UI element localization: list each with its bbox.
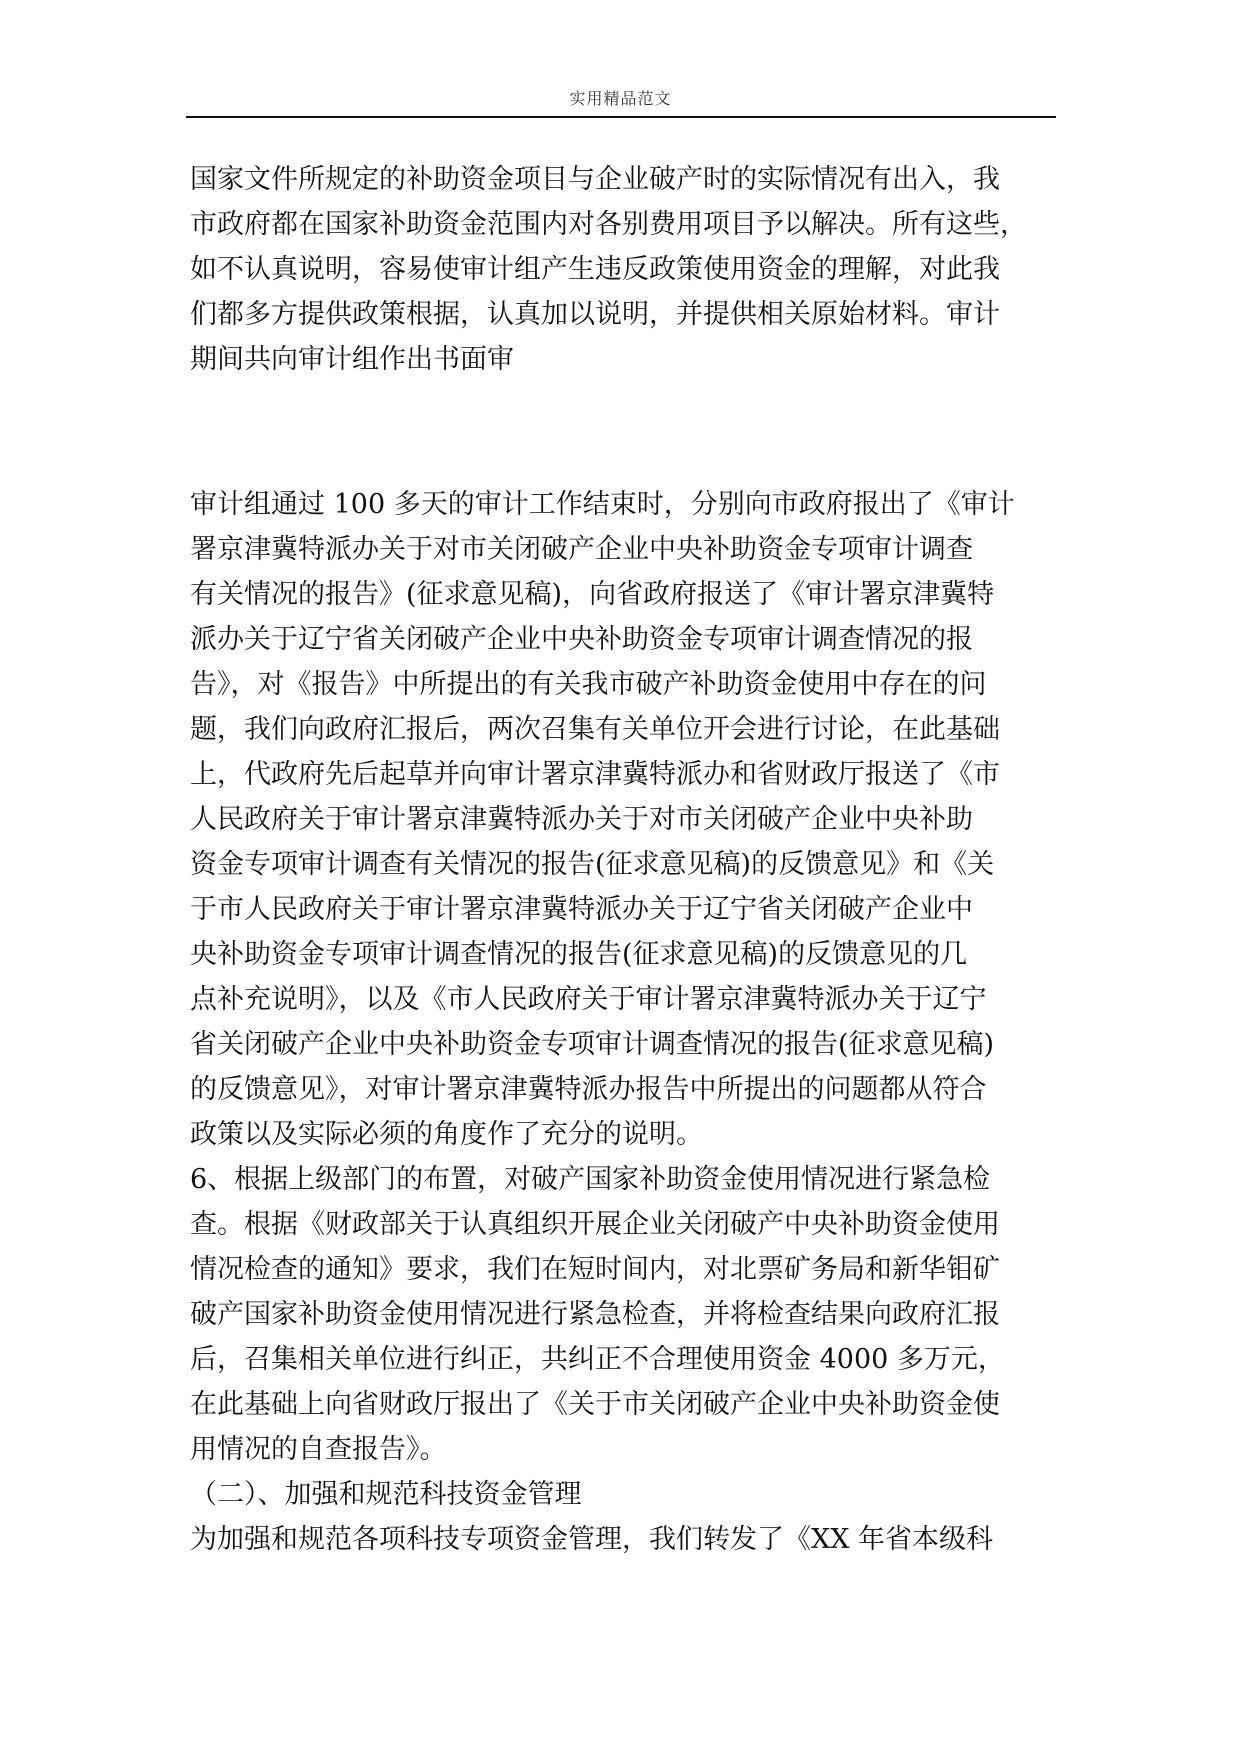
text-line: 题，我们向政府汇报后，两次召集有关单位开会进行讨论，在此基础 bbox=[190, 714, 1000, 745]
header-divider bbox=[186, 116, 1056, 118]
text-line: 如不认真说明，容易使审计组产生违反政策使用资金的理解，对此我 bbox=[190, 254, 1000, 285]
text-line: 审计组通过 100 多天的审计工作结束时，分别向市政府报出了《审计 bbox=[190, 489, 1015, 520]
text-line: 用情况的自查报告》。 bbox=[190, 1434, 447, 1465]
text-line: 在此基础上向省财政厅报出了《关于市关闭破产企业中央补助资金使 bbox=[190, 1389, 1000, 1420]
text-line: 央补助资金专项审计调查情况的报告(征求意见稿)的反馈意见的几 bbox=[190, 939, 968, 970]
section-heading: （二）、加强和规范科技资金管理 bbox=[190, 1479, 582, 1510]
text-line: 于市人民政府关于审计署京津冀特派办关于辽宁省关闭破产企业中 bbox=[190, 894, 973, 925]
text-line: 后，召集相关单位进行纠正，共纠正不合理使用资金 4000 多万元， bbox=[190, 1344, 1005, 1375]
text-line: 查。根据《财政部关于认真组织开展企业关闭破产中央补助资金使用 bbox=[190, 1209, 1000, 1240]
text-line: 告》，对《报告》中所提出的有关我市破产补助资金使用中存在的问 bbox=[190, 669, 987, 700]
text-line: 破产国家补助资金使用情况进行紧急检查，并将检查结果向政府汇报 bbox=[190, 1299, 1000, 1330]
text-line: 人民政府关于审计署京津冀特派办关于对市关闭破产企业中央补助 bbox=[190, 804, 973, 835]
text-line: 为加强和规范各项科技专项资金管理，我们转发了《XX 年省本级科 bbox=[190, 1524, 994, 1555]
text-line: 署京津冀特派办关于对市关闭破产企业中央补助资金专项审计调查 bbox=[190, 534, 973, 565]
text-line: 的反馈意见》，对审计署京津冀特派办报告中所提出的问题都从符合 bbox=[190, 1074, 987, 1105]
text-line: 期间共向审计组作出书面审 bbox=[190, 344, 514, 375]
text-line: 资金专项审计调查有关情况的报告(征求意见稿)的反馈意见》和《关 bbox=[190, 849, 995, 880]
text-line: 们都多方提供政策根据，认真加以说明，并提供相关原始材料。审计 bbox=[190, 299, 1000, 330]
text-line: 情况检查的通知》要求，我们在短时间内，对北票矿务局和新华钼矿 bbox=[190, 1254, 1000, 1285]
paragraph-top bbox=[190, 157, 1090, 382]
text-line: 政策以及实际必须的角度作了充分的说明。 bbox=[190, 1119, 703, 1150]
page-header-title: 实用精品范文 bbox=[569, 89, 672, 108]
text-line: 有关情况的报告》(征求意见稿)，向省政府报送了《审计署京津冀特 bbox=[190, 579, 995, 610]
text-line: 国家文件所规定的补助资金项目与企业破产时的实际情况有出入，我 bbox=[190, 164, 1000, 195]
text-line: 上，代政府先后起草并向审计署京津冀特派办和省财政厅报送了《市 bbox=[190, 759, 1000, 790]
paragraph-body bbox=[190, 482, 1090, 1562]
text-line: 省关闭破产企业中央补助资金专项审计调查情况的报告(征求意见稿) bbox=[190, 1029, 995, 1060]
text-line: 派办关于辽宁省关闭破产企业中央补助资金专项审计调查情况的报 bbox=[190, 624, 973, 655]
numbered-item-line: 6、根据上级部门的布置，对破产国家补助资金使用情况进行紧急检 bbox=[190, 1164, 991, 1195]
text-line: 市政府都在国家补助资金范围内对各别费用项目予以解决。所有这些， bbox=[190, 209, 1027, 240]
text-line: 点补充说明》，以及《市人民政府关于审计署京津冀特派办关于辽宁 bbox=[190, 984, 987, 1015]
